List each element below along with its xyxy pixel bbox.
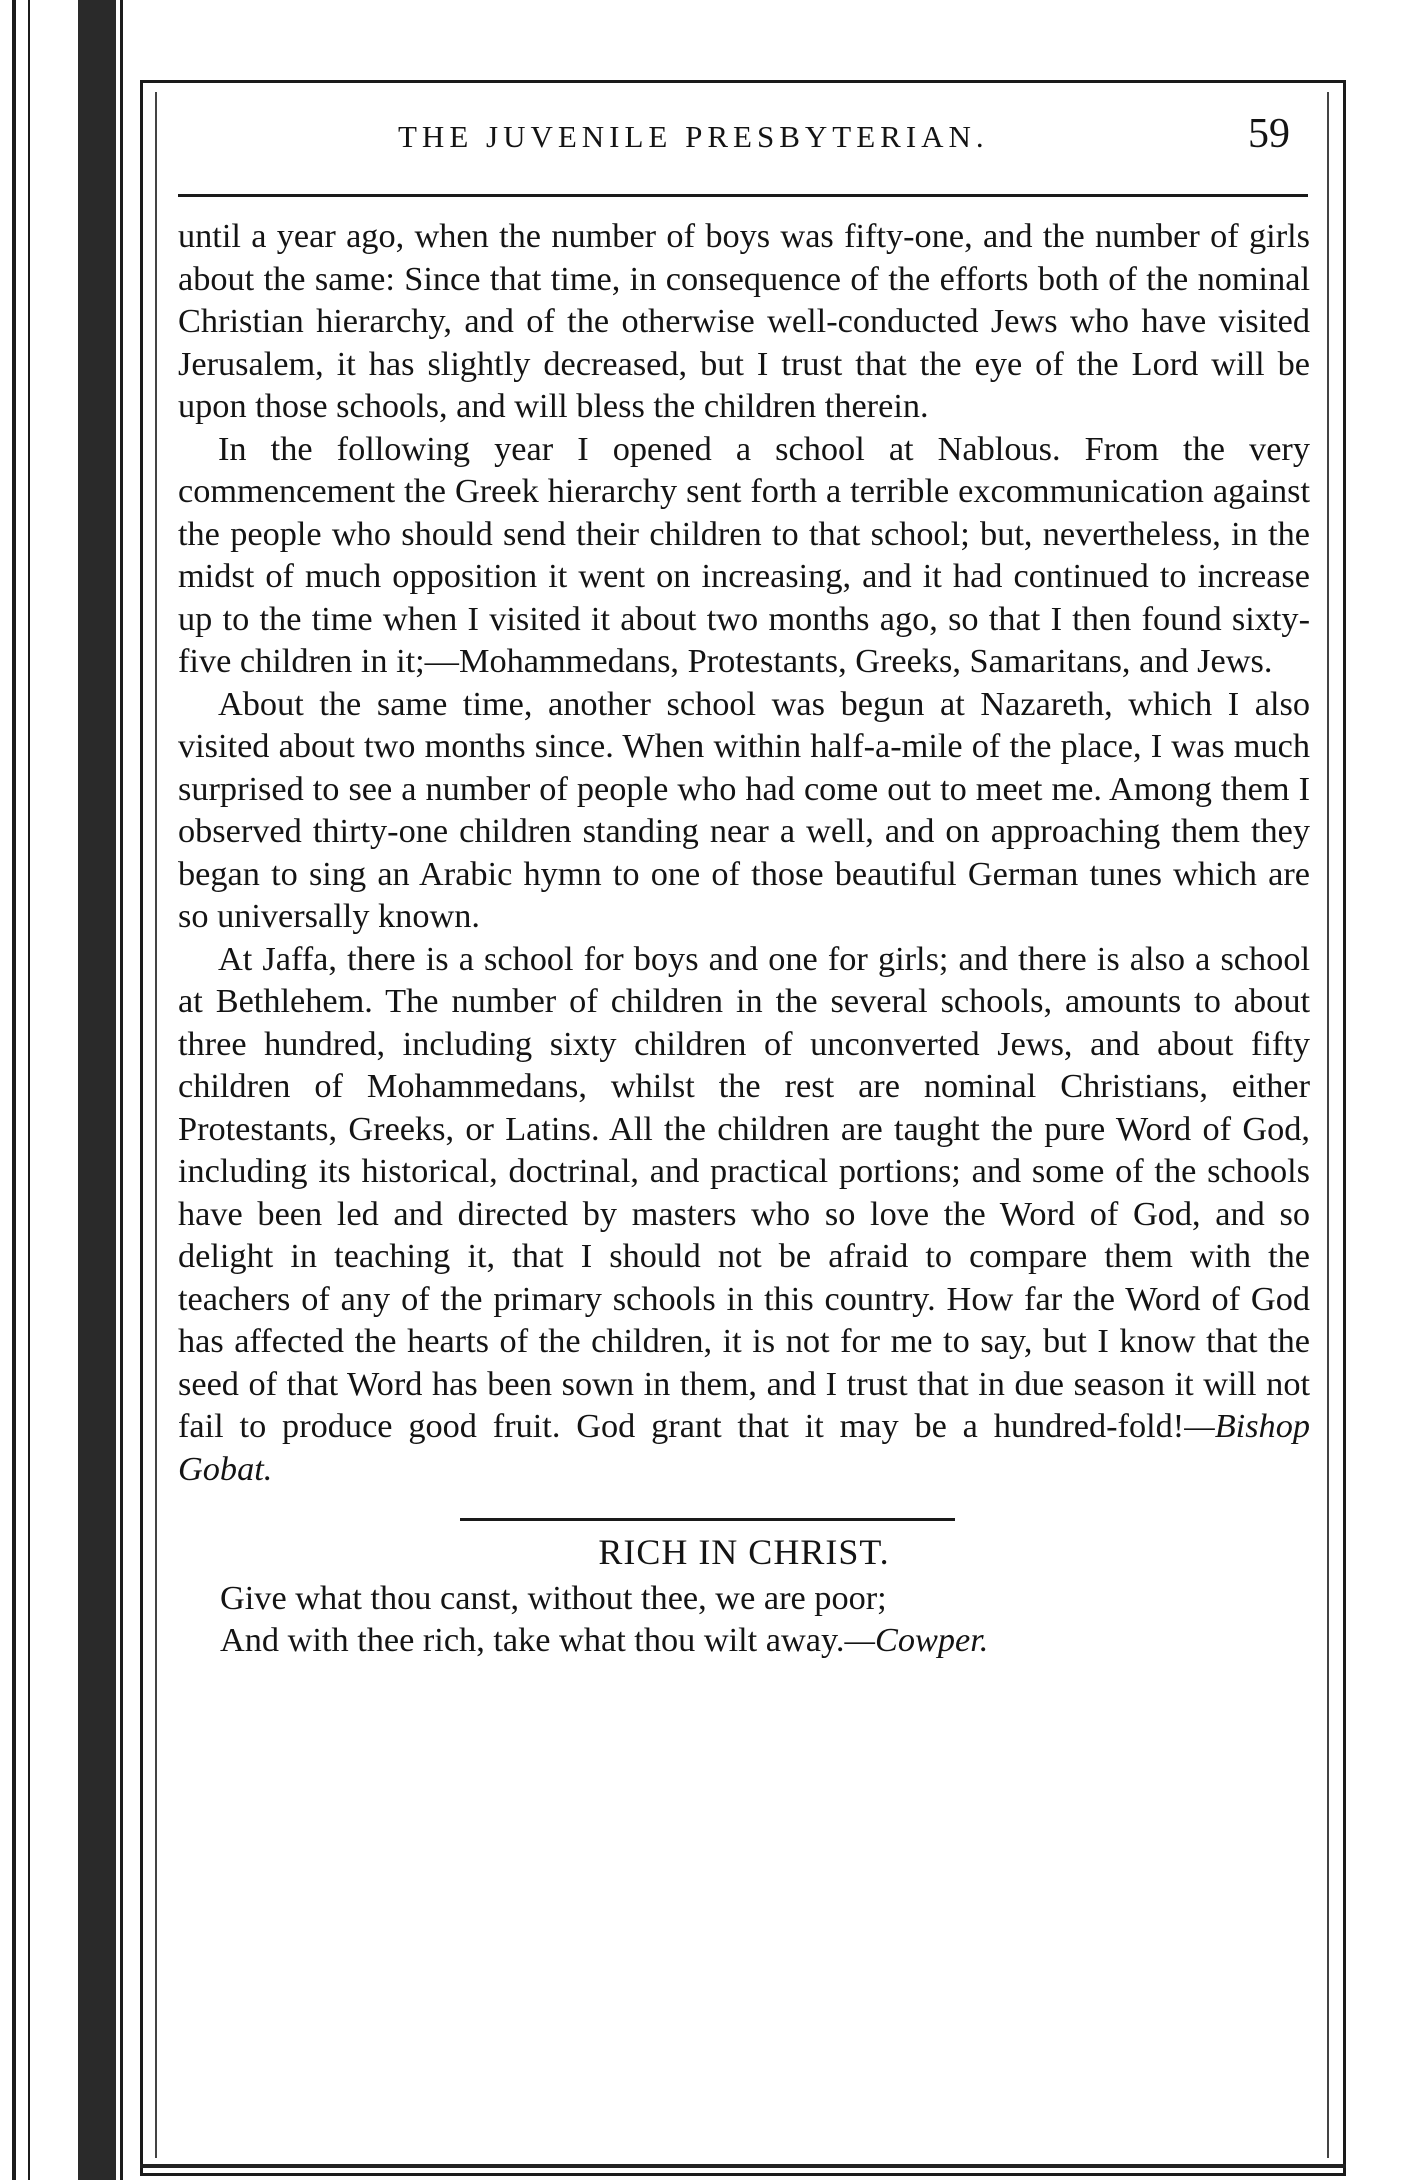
running-head	[178, 110, 1310, 170]
gutter-line	[28, 0, 30, 2180]
poem-line	[220, 1619, 1310, 1661]
bottom-rule	[140, 2164, 1346, 2168]
section-rule	[460, 1518, 955, 1521]
paragraph	[178, 938, 1310, 1491]
article-body	[178, 215, 1310, 1490]
paragraph-text: At Jaffa, there is a school for boys and one for girls; and there is also a school at Bethlehem. The number of children in the several schools, amounts to about three hundred, including sixty children of unconverted Jews, and about fifty children of Mohammedans, whilst the rest are nominal Christians, either Protestants, Greeks, or Latins. All the children are taught the pure Word of God, including its historical, doctrinal, and practical portions; and some of the schools have been led and directed by masters who so love the Word of God, and so delight in teaching it, that I should not be afraid to compare them with the teachers of any of the primary schools in this country. How far the Word of God has affected the hearts of the children, it is not for me to say, but I know that the seed of that Word has been sown in them, and I trust that in due season it will not fail to produce good fruit. God grant that it may be a hundred-fold!	[178, 939, 1310, 1445]
header-rule	[178, 194, 1308, 197]
poem-line-text: Give what thou canst, without thee, we are poor;	[220, 1579, 887, 1617]
gutter-line	[12, 0, 16, 2180]
poem-attribution: —Cowper.	[844, 1621, 989, 1659]
binding-gutter	[0, 0, 130, 2180]
poem	[178, 1531, 1310, 1661]
poem-line-text: And with thee rich, take what thou wilt away.	[220, 1621, 845, 1659]
running-title: THE JUVENILE PRESBYTERIAN.	[398, 119, 989, 154]
paragraph-text: In the following year I opened a school at Nablous. From the very commencement the Greek hierarchy sent forth a terrible excommunication against the people who should send their children to that school; but, nevertheless, in the midst of much opposition it went on increasing, and it had continued to increase up to the time when I visited it about two months ago, so that I then found sixty-five children in it;—Mohammedans, Protestants, Greeks, Samaritans, and Jews.	[178, 429, 1310, 680]
paragraph	[178, 215, 1310, 428]
page-content	[178, 110, 1310, 1661]
paragraph-text: until a year ago, when the number of boys was fifty-one, and the number of girls about the same: Since that time, in consequence of the efforts both of the nominal Christian hierarchy, and of the otherwise well-conducted Jews who have visited Jerusalem, it has slightly decreased, but I trust that the eye of the Lord will be upon those schools, and will bless the children therein.	[178, 217, 1310, 425]
gutter-line	[120, 0, 123, 2180]
author-attribution: —Bishop Gobat.	[178, 1407, 1310, 1488]
poem-title: RICH IN CHRIST.	[598, 1532, 890, 1572]
paragraph-text: About the same time, another school was begun at Nazareth, which I also visited about two months since. When within half-a-mile of the place, I was much surprised to see a number of people who had come out to meet me. Among them I observed thirty-one children standing near a well, and on approaching them they began to sing an Arabic hymn to one of those beautiful German tunes which are so universally known.	[178, 684, 1310, 935]
binding-strip	[78, 0, 116, 2180]
page-number: 59	[1248, 111, 1290, 157]
paragraph	[178, 683, 1310, 938]
paragraph	[178, 428, 1310, 683]
poem-line	[220, 1577, 1310, 1619]
